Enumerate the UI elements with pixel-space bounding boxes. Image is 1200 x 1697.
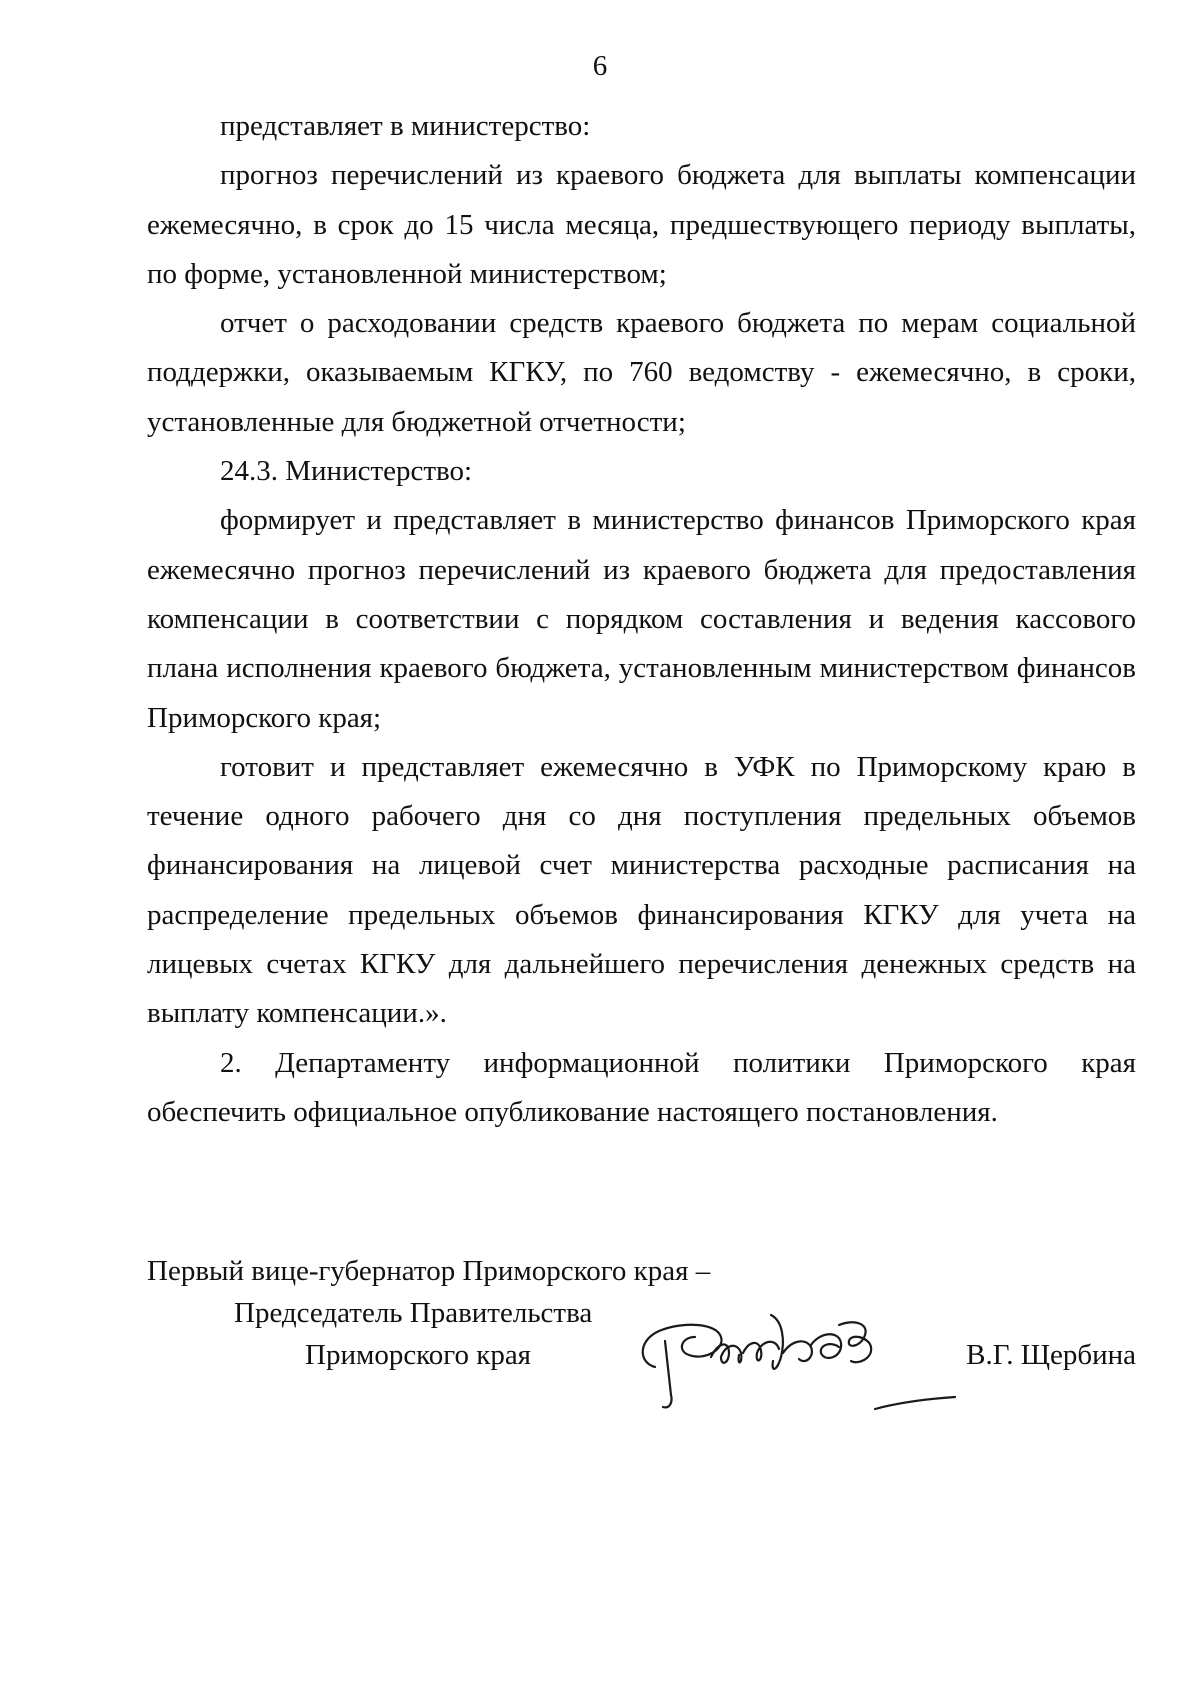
paragraph-forecast: прогноз перечислений из краевого бюджета для выплаты компенсации ежемесячно, в срок до 15 числа месяца, предшествующего периоду выплаты, по форме, установленной министерством; xyxy=(147,159,1136,290)
paragraph-ministry-schedules: готовит и представляет ежемесячно в УФК по Приморскому краю в течение одного рабочего дня со дня поступления предельных объемов финансирования на лицевой счет министерства расходные расписания на распределение предельных объемов финансирования КГКУ для учета на лицевых счетах КГКУ для дальнейшего перечисления денежных средств на выплату компенсации.». xyxy=(147,750,1136,1030)
signature-block xyxy=(147,1253,1136,1403)
paragraph-report: отчет о расходовании средств краевого бюджета по мерам социальной поддержки, оказываемым КГКУ, по 760 ведомству - ежемесячно, в сроки, установленные для бюджетной отчетности; xyxy=(147,307,1136,438)
page-number: 6 xyxy=(592,50,608,82)
handwritten-signature xyxy=(625,1301,965,1421)
signatory-name: В.Г. Щербина xyxy=(966,1339,1136,1371)
signatory-title-line-1: Первый вице-губернатор Приморского края – xyxy=(147,1255,711,1287)
paragraph-publication: 2. Департаменту информационной политики Приморского края обеспечить официальное опубликование настоящего постановления. xyxy=(147,1046,1136,1128)
paragraph-section-heading: 24.3. Министерство: xyxy=(220,455,473,488)
document-body xyxy=(147,102,1136,1137)
signatory-title-line-2: Председатель Правительства xyxy=(234,1297,593,1329)
signatory-title-line-3: Приморского края xyxy=(305,1339,532,1371)
paragraph-intro: представляет в министерство: xyxy=(220,110,591,142)
paragraph-ministry-forecast: формирует и представляет в министерство финансов Приморского края ежемесячно прогноз перечислений из краевого бюджета для предоставления компенсации в соответствии с порядком составления и ведения кассового плана исполнения краевого бюджета, установленным министерством финансов Приморского края; xyxy=(147,504,1136,734)
